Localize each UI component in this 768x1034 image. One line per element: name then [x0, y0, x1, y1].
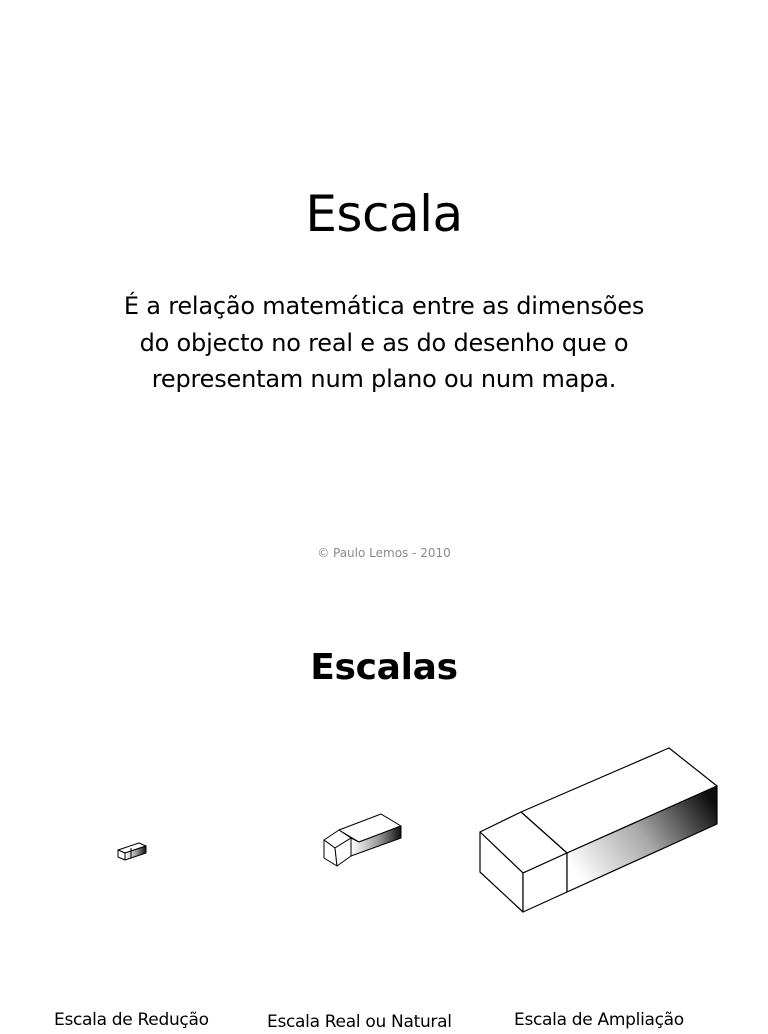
large-eraser-icon: [480, 748, 717, 912]
caption-reduction-scale: Escala de Redução: [54, 1010, 209, 1030]
page-title: Escala: [305, 185, 463, 243]
small-eraser-icon: [118, 843, 146, 860]
definition-text: [84, 288, 684, 398]
slide-escalas: [0, 600, 768, 1032]
definition-line: representam num plano ou num mapa.: [151, 365, 617, 393]
medium-eraser-icon: [324, 814, 401, 866]
definition-line: É a relação matemática entre as dimensões: [123, 292, 645, 320]
section-title: Escalas: [310, 647, 458, 688]
eraser-illustrations: [0, 600, 768, 1024]
copyright-notice: © Paulo Lemos - 2010: [317, 546, 451, 560]
caption-amplification-scale: Escala de Ampliação: [514, 1010, 684, 1030]
definition-line: do objecto no real e as do desenho que o: [139, 328, 629, 357]
caption-real-scale: Escala Real ou Natural: [267, 1012, 452, 1032]
